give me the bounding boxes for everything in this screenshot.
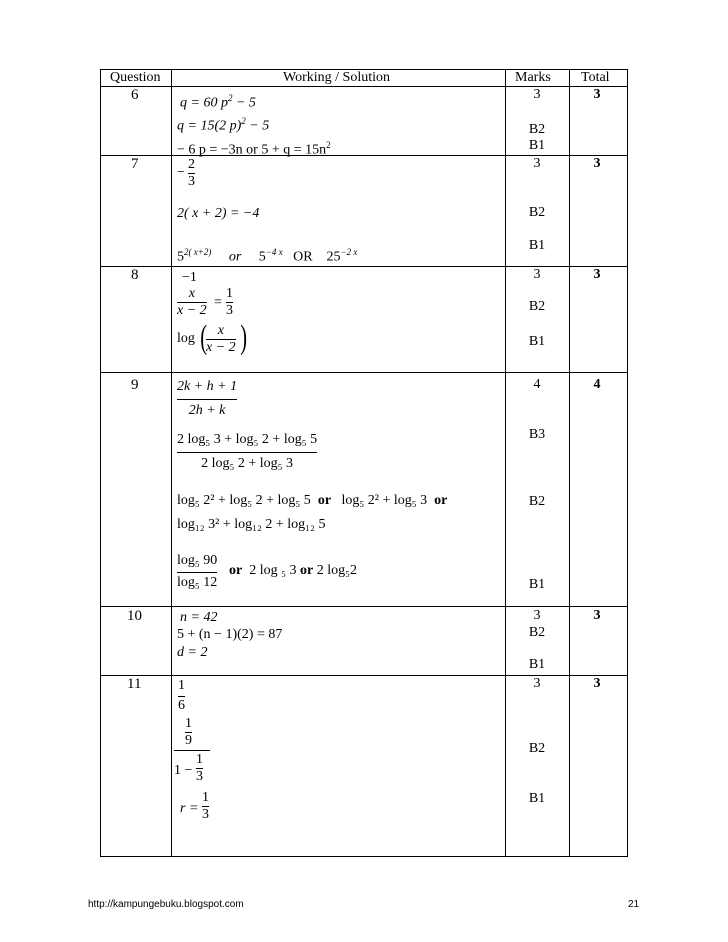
numerator: 2 [188, 157, 195, 172]
main-fraction-bar [174, 750, 210, 751]
table-bottom-border [100, 856, 628, 857]
working-line: −1 [182, 270, 197, 285]
mark: 3 [533, 156, 541, 171]
working-line: 5 + (n − 1)(2) = 87 [177, 627, 283, 642]
total-mark: 4 [593, 377, 601, 392]
denominator: 2 log₅ 2 + log₅ 3 [201, 456, 294, 471]
mark: 4 [533, 377, 541, 392]
fraction-bar [177, 572, 217, 573]
mark: B1 [528, 577, 546, 592]
question-number: 9 [131, 377, 139, 393]
page-number: 21 [628, 899, 640, 910]
header-marks: Marks [515, 70, 551, 85]
total-mark: 3 [593, 676, 601, 691]
header-working: Working / Solution [283, 70, 390, 85]
question-number: 8 [131, 267, 139, 283]
fraction [177, 432, 317, 472]
mark: B2 [528, 205, 546, 220]
mark: 3 [533, 608, 541, 623]
denominator: x − 2 [206, 340, 236, 355]
working-line: log₁₂ 3² + log₁₂ 2 + log₁₂ 5 [177, 517, 326, 532]
fraction [196, 752, 203, 785]
denominator: 3 [196, 769, 203, 784]
numerator: 2k + h + 1 [177, 379, 238, 394]
log-label: log [177, 331, 195, 346]
mark: 3 [533, 676, 541, 691]
mark: B1 [528, 791, 546, 806]
fraction-bar [177, 399, 237, 400]
question-number: 6 [131, 87, 139, 103]
fraction [178, 678, 185, 714]
numerator: 1 [196, 752, 203, 767]
denominator: log₅ 12 [177, 575, 218, 590]
col-marks-divider [569, 69, 570, 857]
numerator: 1 [202, 790, 209, 805]
fraction [177, 379, 237, 419]
col-left-border [100, 69, 101, 857]
numerator: 2 log₅ 3 + log₅ 2 + log₅ 5 [177, 432, 318, 447]
fraction [202, 790, 209, 823]
numerator: x [217, 323, 224, 338]
working-line: log₅ 2² + log₅ 2 + log₅ 5 or log₅ 2² + log₅ 3 or [177, 493, 448, 508]
mark: B2 [528, 625, 546, 640]
fraction [206, 323, 236, 356]
fraction [177, 286, 207, 319]
denominator: 3 [188, 174, 195, 189]
working-line: $5^{2( x+2)}$ or $5^{-4 x}$ OR $25^{-2 x}$ [177, 247, 358, 265]
right-paren: ) [240, 319, 248, 356]
denominator: 2h + k [188, 403, 226, 418]
mark: B3 [528, 427, 546, 442]
working-line: n = 42 [180, 610, 218, 625]
denominator: 3 [226, 303, 233, 318]
numerator: 1 [185, 716, 192, 731]
working-line: 2( x + 2) = −4 [177, 206, 260, 221]
mark: B1 [528, 138, 546, 153]
question-number: 7 [131, 156, 139, 172]
denominator: 6 [178, 698, 185, 713]
mark: B1 [528, 334, 546, 349]
header-total: Total [581, 70, 610, 85]
left-paren: ( [200, 319, 208, 356]
minus-sign: − [177, 165, 185, 180]
row-separator [100, 606, 628, 607]
mark: B1 [528, 657, 546, 672]
denominator: x − 2 [177, 303, 207, 318]
total-mark: 3 [593, 87, 601, 102]
total-mark: 3 [593, 267, 601, 282]
question-number: 10 [127, 608, 142, 624]
total-mark: 3 [593, 608, 601, 623]
working-line: − 6 p = −3n or $5 + q = 15n^2$ [177, 140, 331, 158]
one-minus: 1 − [174, 763, 193, 778]
col-working-divider [505, 69, 506, 857]
numerator: 1 [226, 286, 233, 301]
denominator: 3 [202, 807, 209, 822]
working-line: q = 15(2 p)$^2$ − 5 [177, 116, 270, 134]
r-equals: r = [180, 801, 199, 816]
working-line: d = 2 [177, 645, 208, 660]
total-mark: 3 [593, 156, 601, 171]
mark: 3 [533, 87, 541, 102]
header-question: Question [110, 70, 161, 85]
numerator: 1 [178, 678, 185, 693]
mark: B2 [528, 122, 546, 137]
mark: B2 [528, 299, 546, 314]
numerator: log₅ 90 [177, 553, 218, 568]
fraction [185, 716, 192, 749]
working-line: q = 60 $p^2 - 5$ [180, 93, 256, 111]
footer-url[interactable]: http://kampungebuku.blogspot.com [88, 899, 244, 910]
fraction [177, 553, 217, 591]
working-line: or 2 log ₅ 3 or 2 log₅2 [229, 563, 357, 578]
mark: B2 [528, 741, 546, 756]
fraction [188, 157, 195, 190]
row-separator [100, 372, 628, 373]
col-right-border [627, 69, 628, 857]
fraction-bar [177, 452, 317, 453]
numerator: x [188, 286, 195, 301]
fraction [226, 286, 233, 319]
denominator: 9 [185, 733, 192, 748]
fraction-bar [178, 696, 185, 697]
equals-sign: = [214, 295, 222, 310]
mark: 3 [533, 267, 541, 282]
col-question-divider [171, 69, 172, 857]
mark: B1 [528, 238, 546, 253]
mark: B2 [528, 494, 546, 509]
question-number: 11 [127, 676, 142, 692]
